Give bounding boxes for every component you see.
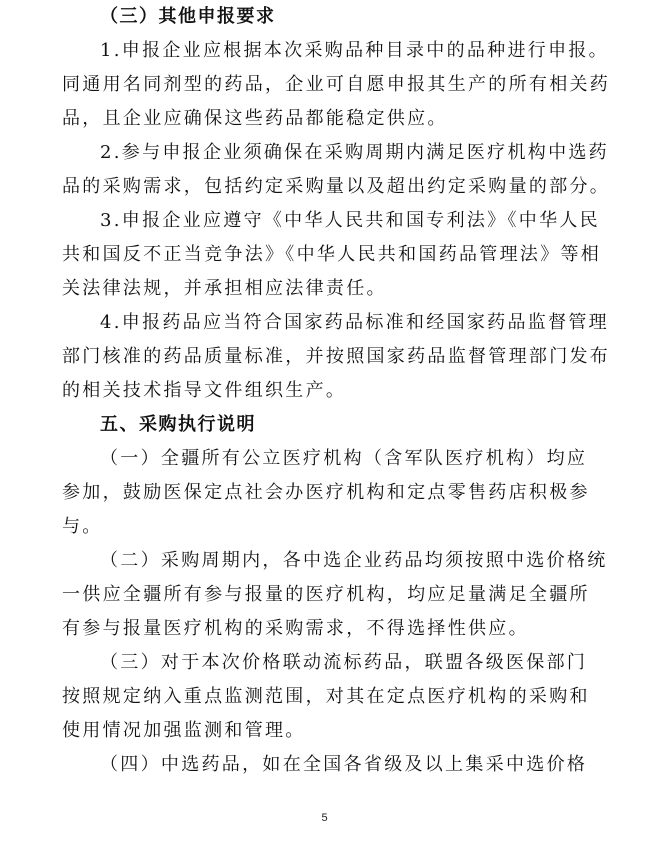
paragraph-line: 一供应全疆所有参与报量的医疗机构，均应足量满足全疆所 [62, 584, 590, 605]
paragraph-line: 部门核准的药品质量标准，并按照国家药品监督管理部门发布 [62, 346, 611, 367]
paragraph-line: 的相关技术指导文件组织生产。 [62, 380, 347, 401]
paragraph-line: 有参与报量医疗机构的采购需求，不得选择性供应。 [62, 618, 529, 639]
paragraph-line: 品的采购需求，包括约定采购量以及超出约定采购量的部分。 [62, 176, 611, 197]
paragraph-line: 2.参与申报企业须确保在采购周期内满足医疗机构中选药 [100, 142, 609, 163]
paragraph-line: 3.申报企业应遵守《中华人民共和国专利法》《中华人民 [100, 210, 600, 231]
paragraph-line: （四）中选药品，如在全国各省级及以上集采中选价格 [100, 754, 588, 775]
paragraph-line: （三）对于本次价格联动流标药品，联盟各级医保部门 [100, 652, 588, 673]
paragraph-line: 品，且企业应确保这些药品都能稳定供应。 [62, 108, 448, 129]
paragraph-line: 关法律法规，并承担相应法律责任。 [62, 278, 387, 299]
paragraph-line: 使用情况加强监测和管理。 [62, 720, 306, 741]
section-heading: （三）其他申报要求 [100, 6, 276, 27]
page-number: 5 [321, 812, 328, 824]
paragraph-line: 参加，鼓励医保定点社会办医疗机构和定点零售药店积极参 [62, 482, 590, 503]
paragraph-line: （二）采购周期内，各中选企业药品均须按照中选价格统 [100, 550, 608, 571]
paragraph-line: 1.申报企业应根据本次采购品种目录中的品种进行申报。 [100, 40, 609, 61]
paragraph-line: 与。 [62, 516, 103, 537]
paragraph-line: 共和国反不正当竞争法》《中华人民共和国药品管理法》等相 [62, 244, 602, 265]
section-heading: 五、采购执行说明 [100, 414, 256, 435]
paragraph-line: 同通用名同剂型的药品，企业可自愿申报其生产的所有相关药 [62, 74, 611, 95]
paragraph-line: 4.申报药品应当符合国家药品标准和经国家药品监督管理 [100, 312, 609, 333]
paragraph-line: 按照规定纳入重点监测范围，对其在定点医疗机构的采购和 [62, 686, 590, 707]
paragraph-line: （一）全疆所有公立医疗机构（含军队医疗机构）均应 [100, 448, 588, 469]
